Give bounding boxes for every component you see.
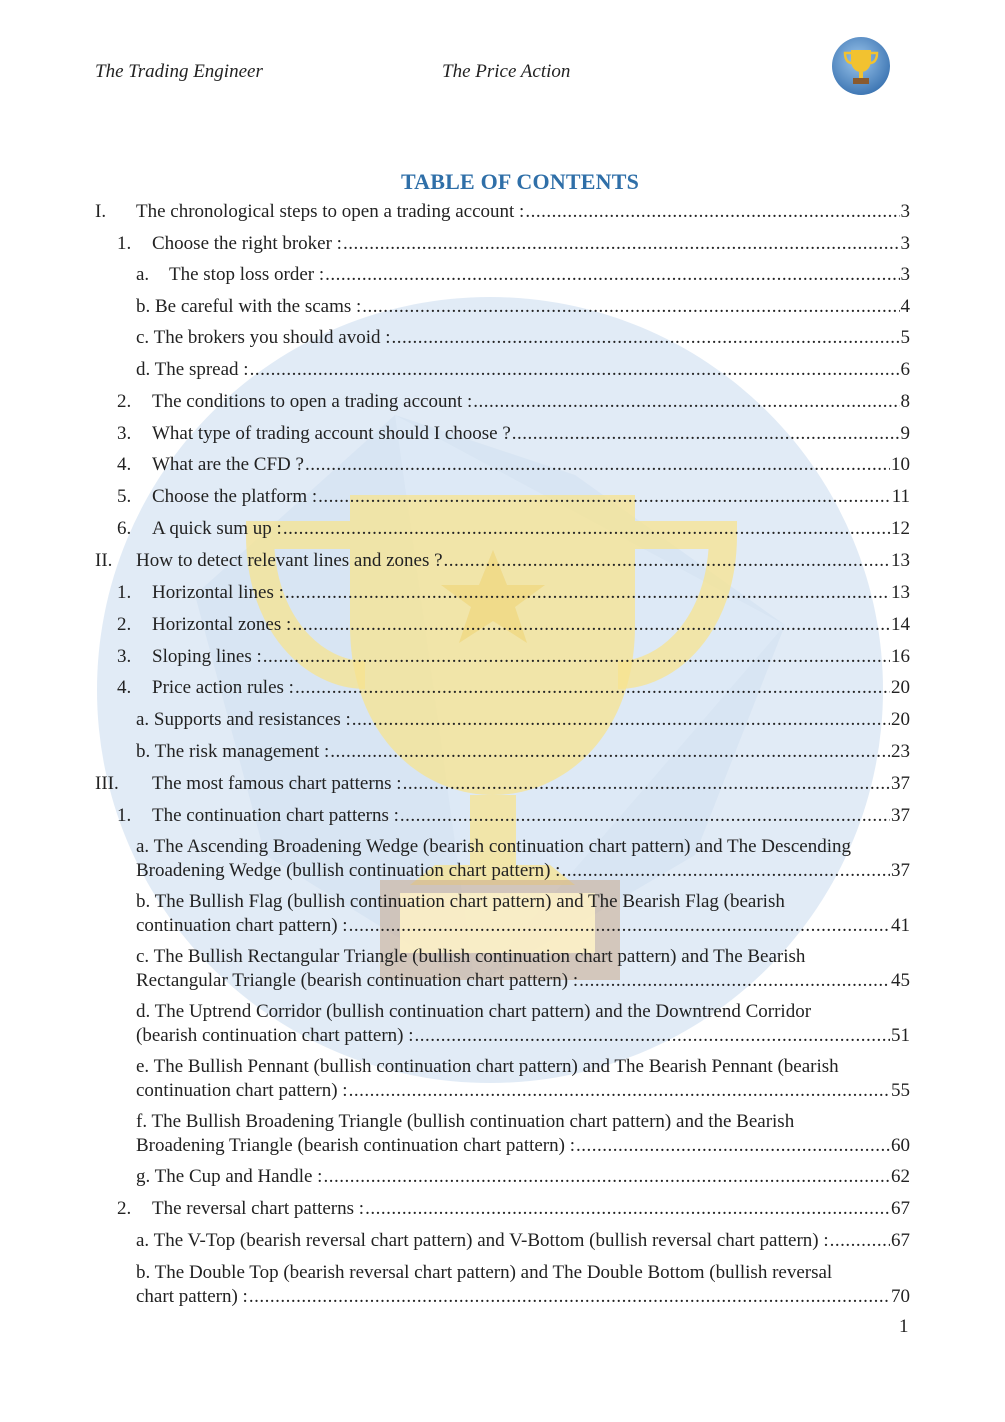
toc-text: What type of trading account should I choose ? [152, 423, 511, 444]
toc-leader [343, 232, 900, 256]
toc-entry[interactable] [136, 1261, 910, 1309]
toc-number: 2. [117, 614, 132, 635]
toc-text: a. Supports and resistances : [136, 709, 351, 730]
toc-leader [352, 708, 890, 732]
toc-text: How to detect relevant lines and zones ? [136, 550, 443, 571]
toc-entry[interactable] [95, 1165, 910, 1189]
toc-leader [403, 772, 890, 796]
toc-entry[interactable] [136, 1055, 910, 1103]
toc-number: 2. [117, 391, 132, 412]
toc-text: The reversal chart patterns : [152, 1198, 365, 1219]
toc-page: 41 [891, 915, 910, 936]
toc-leader [365, 1197, 890, 1221]
toc-text-line1: f. The Bullish Broadening Triangle (bullish continuation chart pattern) and the Bearish [136, 1111, 795, 1132]
toc-page: 70 [891, 1286, 910, 1307]
toc-text: g. The Cup and Handle : [136, 1166, 323, 1187]
toc-leader [525, 200, 899, 224]
header-book-title: The Trading Engineer [95, 61, 263, 82]
toc-number: 5. [117, 486, 132, 507]
toc-page: 12 [891, 518, 910, 539]
toc-entry[interactable] [95, 645, 910, 669]
toc-text: Horizontal lines : [152, 582, 284, 603]
toc-text: A quick sum up : [152, 518, 282, 539]
toc-entry[interactable] [136, 945, 910, 993]
page-number: 1 [899, 1316, 909, 1337]
toc-page: 13 [891, 550, 910, 571]
toc-page: 45 [891, 970, 910, 991]
toc-page: 37 [891, 805, 910, 826]
toc-entry[interactable] [95, 549, 910, 573]
toc-page: 51 [891, 1025, 910, 1046]
toc-number: 1. [117, 582, 132, 603]
toc-text-line2: Broadening Triangle (bearish continuation chart pattern) : [136, 1135, 575, 1156]
toc-page: 11 [891, 486, 910, 507]
toc-leader [292, 613, 890, 637]
toc-text-line2: continuation chart pattern) : [136, 915, 348, 936]
toc-entry[interactable] [95, 676, 910, 700]
toc-text-line1: b. The Double Top (bearish reversal chart pattern) and The Double Bottom (bullish reversal [136, 1262, 833, 1283]
toc-leader [830, 1229, 890, 1253]
toc-text: Choose the right broker : [152, 233, 342, 254]
toc-entry[interactable] [95, 740, 910, 764]
toc-entry[interactable] [95, 485, 910, 509]
toc-entry[interactable] [136, 835, 910, 883]
toc-leader [561, 859, 890, 883]
toc-leader [318, 485, 891, 509]
toc-number: 1. [117, 805, 132, 826]
toc-entry[interactable] [95, 232, 910, 256]
toc-entry[interactable] [95, 1197, 910, 1221]
toc-leader [349, 1079, 890, 1103]
toc-entry[interactable] [95, 358, 910, 382]
toc-leader [512, 422, 900, 446]
toc-entry[interactable] [95, 1229, 910, 1253]
toc-entry[interactable] [95, 263, 910, 287]
toc-entry[interactable] [136, 890, 910, 938]
toc-page: 60 [891, 1135, 910, 1156]
toc-entry[interactable] [95, 453, 910, 477]
toc-text-line2: chart pattern) : [136, 1286, 248, 1307]
toc-entry[interactable] [95, 390, 910, 414]
toc-page: 5 [900, 327, 910, 348]
trophy-icon [831, 36, 891, 96]
toc-number: 3. [117, 423, 132, 444]
toc-text-line2: (bearish continuation chart pattern) : [136, 1025, 414, 1046]
toc-entry[interactable] [95, 295, 910, 319]
toc-text-line2: Rectangular Triangle (bearish continuation chart pattern) : [136, 970, 579, 991]
toc-page: 20 [891, 709, 910, 730]
toc-page: 3 [900, 264, 910, 285]
toc-leader [349, 914, 890, 938]
toc-entry[interactable] [95, 772, 910, 796]
toc-leader [325, 263, 899, 287]
toc-page: 13 [891, 582, 910, 603]
toc-entry[interactable] [95, 200, 910, 224]
toc-leader [579, 969, 890, 993]
toc-text: a. The V-Top (bearish reversal chart pattern) and V-Bottom (bullish reversal chart pattern) : [136, 1230, 829, 1251]
header-chapter-title: The Price Action [442, 61, 571, 82]
toc-page: 3 [900, 233, 910, 254]
toc-entry[interactable] [95, 613, 910, 637]
toc-number: 1. [117, 233, 132, 254]
toc-page: 16 [891, 646, 910, 667]
toc-entry[interactable] [95, 517, 910, 541]
toc-number: 2. [117, 1198, 132, 1219]
toc-text-line2: Broadening Wedge (bullish continuation chart pattern) : [136, 860, 561, 881]
toc-text-line1: a. The Ascending Broadening Wedge (bearish continuation chart pattern) and The Descending [136, 836, 851, 857]
toc-entry[interactable] [95, 326, 910, 350]
toc-page: 55 [891, 1080, 910, 1101]
toc-page: 67 [891, 1230, 910, 1251]
toc-page: 6 [900, 359, 910, 380]
toc-leader [392, 326, 900, 350]
toc-number: I. [95, 201, 107, 222]
toc-leader [295, 676, 890, 700]
toc-text: What are the CFD ? [152, 454, 304, 475]
table-of-contents-title: TABLE OF CONTENTS [400, 169, 640, 194]
toc-entry[interactable] [136, 1000, 910, 1048]
toc-leader [283, 517, 890, 541]
toc-number: a. [136, 264, 150, 285]
toc-page: 67 [891, 1198, 910, 1219]
toc-leader [400, 804, 890, 828]
toc-leader [330, 740, 890, 764]
toc-text-line2: continuation chart pattern) : [136, 1080, 348, 1101]
toc-page: 4 [900, 296, 910, 317]
toc-text: Price action rules : [152, 677, 294, 698]
toc-leader [362, 295, 899, 319]
toc-leader [576, 1134, 890, 1158]
toc-entry[interactable] [136, 1110, 910, 1158]
toc-leader [473, 390, 899, 414]
toc-leader [305, 453, 890, 477]
toc-page: 37 [891, 773, 910, 794]
toc-entry[interactable] [95, 708, 910, 732]
toc-text: Horizontal zones : [152, 614, 292, 635]
toc-text: b. Be careful with the scams : [136, 296, 362, 317]
toc-number: 3. [117, 646, 132, 667]
toc-entry[interactable] [95, 804, 910, 828]
toc-text: Sloping lines : [152, 646, 262, 667]
toc-number: 4. [117, 677, 132, 698]
toc-text-line1: c. The Bullish Rectangular Triangle (bullish continuation chart pattern) and The Bearish [136, 946, 806, 967]
toc-number: II. [95, 550, 113, 571]
toc-leader [250, 358, 900, 382]
toc-number: 4. [117, 454, 132, 475]
toc-text: The conditions to open a trading account : [152, 391, 473, 412]
toc-text: The chronological steps to open a trading account : [136, 201, 525, 222]
toc-text-line1: b. The Bullish Flag (bullish continuation chart pattern) and The Bearish Flag (bearish [136, 891, 785, 912]
toc-leader [263, 645, 890, 669]
toc-text-line1: e. The Bullish Pennant (bullish continuation chart pattern) and The Bearish Pennant (bearish [136, 1056, 839, 1077]
toc-text-line1: d. The Uptrend Corridor (bullish continuation chart pattern) and the Downtrend Corridor [136, 1001, 812, 1022]
toc-text: b. The risk management : [136, 741, 330, 762]
toc-text: Choose the platform : [152, 486, 318, 507]
toc-text: The stop loss order : [169, 264, 325, 285]
toc-page: 8 [900, 391, 910, 412]
toc-page: 14 [891, 614, 910, 635]
toc-page: 37 [891, 860, 910, 881]
toc-leader [323, 1165, 890, 1189]
toc-leader [415, 1024, 890, 1048]
toc-text: d. The spread : [136, 359, 249, 380]
toc-entry[interactable] [95, 422, 910, 446]
toc-page: 62 [891, 1166, 910, 1187]
toc-text: The most famous chart patterns : [152, 773, 402, 794]
toc-page: 23 [891, 741, 910, 762]
toc-number: III. [95, 773, 119, 794]
toc-entry[interactable] [95, 581, 910, 605]
toc-leader [444, 549, 890, 573]
toc-page: 20 [891, 677, 910, 698]
toc-page: 3 [900, 201, 910, 222]
toc-leader [285, 581, 890, 605]
toc-text: The continuation chart patterns : [152, 805, 399, 826]
toc-page: 9 [900, 423, 910, 444]
toc-page: 10 [891, 454, 910, 475]
toc-number: 6. [117, 518, 132, 539]
toc-text: c. The brokers you should avoid : [136, 327, 391, 348]
toc-leader [249, 1285, 890, 1309]
